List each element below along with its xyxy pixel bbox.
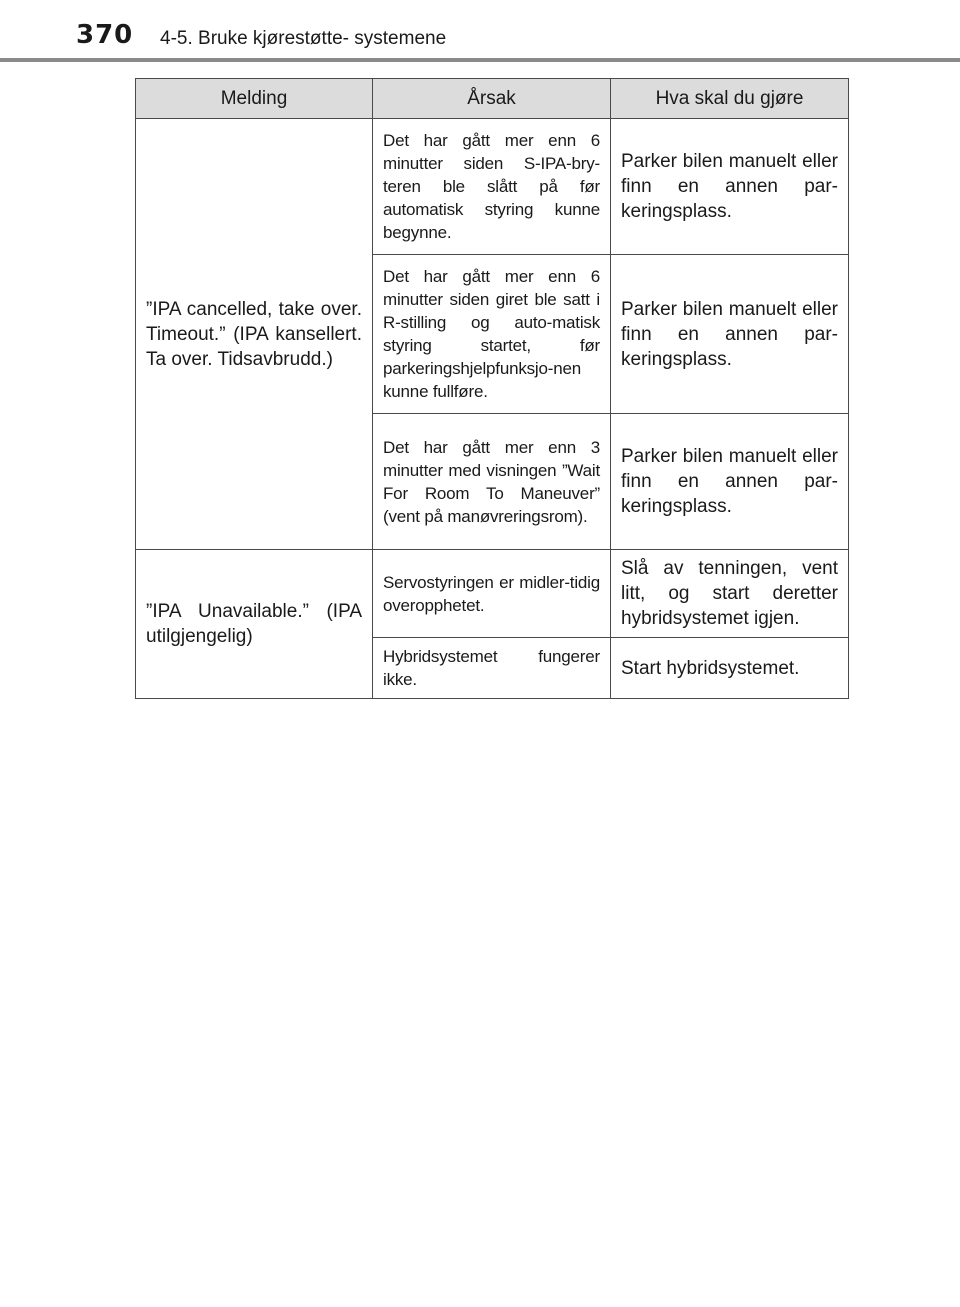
cause-cell: Det har gått mer enn 6 minutter siden S-IPA-bry-teren ble slått på før automatisk styring kunne begynne. <box>373 119 611 255</box>
page-number: 370 <box>76 20 134 50</box>
header-divider <box>0 58 960 62</box>
action-cell: Parker bilen manuelt eller finn en annen par-keringsplass. <box>611 255 849 414</box>
action-cell: Parker bilen manuelt eller finn en annen par-keringsplass. <box>611 414 849 550</box>
cause-cell: Det har gått mer enn 3 minutter med visningen ”Wait For Room To Maneuver” (vent på manøvreringsrom). <box>373 414 611 550</box>
action-cell: Parker bilen manuelt eller finn en annen par-keringsplass. <box>611 119 849 255</box>
message-table <box>135 78 849 699</box>
message-cell: ”IPA Unavailable.” (IPA utilgjengelig) <box>136 550 373 699</box>
column-header-melding: Melding <box>136 79 373 119</box>
table-row <box>136 119 849 255</box>
column-header-arsak: Årsak <box>373 79 611 119</box>
page-header <box>0 0 960 64</box>
action-cell: Start hybridsystemet. <box>611 638 849 699</box>
section-title: 4-5. Bruke kjørestøtte- systemene <box>160 28 447 49</box>
table-header-row <box>136 79 849 119</box>
column-header-hva-skal-du-gjore: Hva skal du gjøre <box>611 79 849 119</box>
table-row <box>136 550 849 638</box>
action-cell: Slå av tenningen, vent litt, og start deretter hybridsystemet igjen. <box>611 550 849 638</box>
cause-cell: Det har gått mer enn 6 minutter siden giret ble satt i R-stilling og auto-matisk styring startet, før parkeringshjelpfunksjo-nen kunne fullføre. <box>373 255 611 414</box>
cause-cell: Hybridsystemet fungerer ikke. <box>373 638 611 699</box>
cause-cell: Servostyringen er midler-tidig overopphetet. <box>373 550 611 638</box>
message-cell: ”IPA cancelled, take over. Timeout.” (IPA kansellert. Ta over. Tidsavbrudd.) <box>136 119 373 550</box>
